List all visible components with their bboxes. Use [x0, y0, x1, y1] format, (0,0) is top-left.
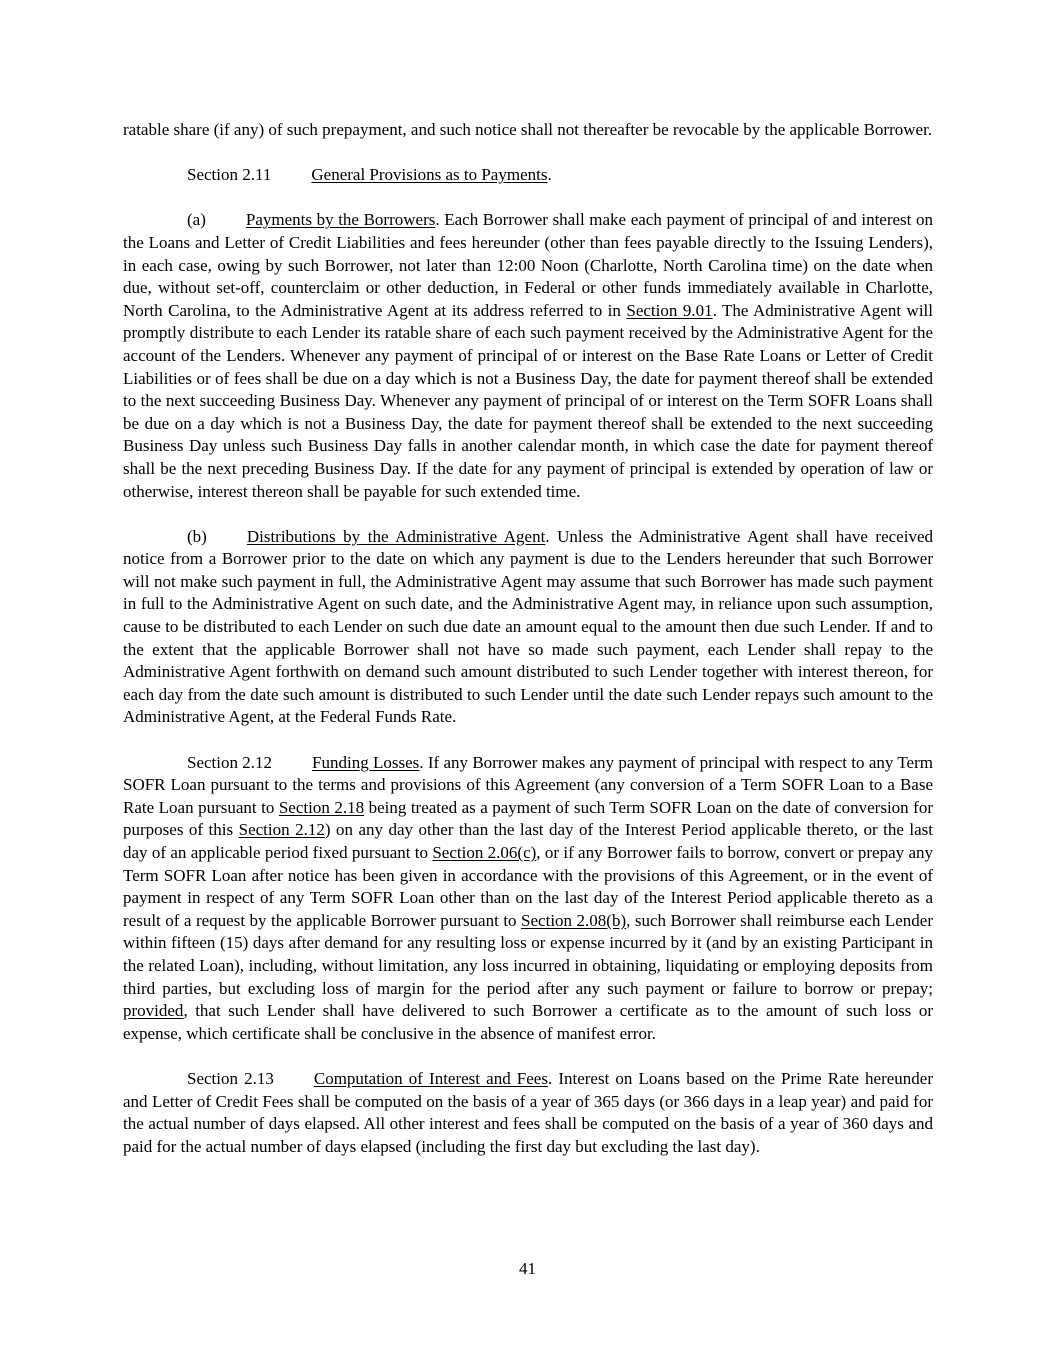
text-run: Section 2.11 — [187, 165, 272, 185]
text-run: ) on any day other than the last day of the Interest Period applicable thereto, or the last day of an applicable period fixed pursuant to — [123, 820, 933, 862]
section-2-11-heading — [123, 164, 933, 187]
text-run: . — [547, 165, 552, 185]
underlined-text: Section 2.18 — [278, 797, 365, 817]
text-run: , that such Lender shall have delivered to such Borrower a certificate as to the amount of such loss or expense, which certificate shall be conclusive in the absence of manifest error. — [123, 1001, 933, 1043]
paragraph-continuation — [123, 119, 933, 142]
text-run: . Each Borrower shall make each payment of principal of and interest on the Loans and Letter of Credit Liabilities and fees hereunder (other than fees payable directly to the Issuing Lenders), in each case, owing by such Borrower, not later than 12:00 Noon (Charlotte, North Carolina time) on the date when due, without set-off, counterclaim or other deduction, in Federal or other funds immediately available in Charlotte, North Carolina, to the Administrative Agent at its address referred to in — [123, 210, 933, 320]
text-run: . Interest on Loans based on the Prime Rate hereunder and Letter of Credit Fees shall be computed on the basis of a year of 365 days (or 366 days in a leap year) and paid for the actual number of days elapsed. All other interest and fees shall be computed on the basis of a year of 360 days and paid for the actual number of days elapsed (including the first day but excluding the last day). — [123, 1068, 933, 1156]
section-2-12-funding-losses — [123, 752, 933, 1046]
underlined-text: General Provisions as to Payments — [311, 165, 548, 185]
underlined-text: Payments by the Borrowers — [245, 210, 436, 230]
document-body — [123, 119, 933, 1181]
underlined-text: provided — [123, 1001, 184, 1021]
text-run: . Unless the Administrative Agent shall have received notice from a Borrower prior to the date on which any payment is due to the Lenders hereunder that such Borrower will not make such payment in full, the Administrative Agent may assume that such Borrower has made such payment in full to the Administrative Agent on such date, and the Administrative Agent may, in reliance upon such assumption, cause to be distributed to each Lender on such due date an amount equal to the amount then due such Lender. If and to the extent that the applicable Borrower shall not have so made such payment, each Lender shall repay to the Administrative Agent forthwith on demand such amount distributed to such Lender together with interest thereon, for each day from the date such amount is distributed to such Lender until the date such Lender repays such amount to the Administrative Agent, at the Federal Funds Rate. — [123, 526, 933, 727]
paragraph-b-distributions-by-the-administrative-agent — [123, 526, 933, 729]
text-run: Section 2.13 — [187, 1068, 274, 1088]
text-run: Section 2.12 — [187, 752, 273, 772]
text-run: being treated as a payment of such Term SOFR Loan on the date of conversion for purposes of this — [123, 797, 933, 840]
text-run: ratable share (if any) of such prepayment, and such notice shall not thereafter be revocable by the applicable Borrower. — [123, 120, 933, 139]
underlined-text: Section 2.12 — [238, 820, 325, 840]
text-run: , or if any Borrower fails to borrow, convert or prepay any Term SOFR Loan after notice has been given in accordance with the provisions of this Agreement, or in the event of payment in respect of any Term SOFR Loan other than on the last day of the Interest Period applicable thereto as a result of a request by the applicable Borrower pursuant to — [123, 843, 934, 930]
text-run: . The Administrative Agent will promptly distribute to each Lender its ratable share of each such payment received by the Administrative Agent for the account of the Lenders. Whenever any payment of principal of or interest on the Base Rate Loans or Letter of Credit Liabilities or of fees shall be due on a day which is not a Business Day, the date for payment thereof shall be extended to the next succeeding Business Day. Whenever any payment of principal of or interest on the Term SOFR Loans shall be due on a day which is not a Business Day, the date for payment thereof shall be extended to the next succeeding Business Day unless such Business Day falls in another calendar month, in which case the date for payment thereof shall be the next preceding Business Day. If the date for any payment of principal is extended by operation of law or otherwise, interest thereon shall be payable for such extended time. — [123, 300, 933, 501]
underlined-text: Computation of Interest and Fees — [313, 1068, 548, 1088]
underlined-text: Section 9.01 — [626, 300, 713, 320]
page-number: 41 — [519, 1259, 536, 1278]
text-run: (b) — [187, 526, 207, 546]
underlined-text: Section 2.08(b) — [521, 910, 627, 930]
paragraph-a-payments-by-the-borrowers — [123, 209, 933, 503]
underlined-text: Section 2.06(c) — [432, 843, 537, 862]
underlined-text: Distributions by the Administrative Agent — [246, 526, 546, 546]
text-run: (a) — [187, 210, 206, 230]
underlined-text: Funding Losses — [312, 752, 420, 772]
section-2-13-computation-of-interest-and-fees — [123, 1068, 933, 1158]
text-run: , such Borrower shall reimburse each Lender within fifteen (15) days after demand for any resulting loss or expense incurred by it (and by an existing Participant in the related Loan), including, without limitation, any loss incurred in obtaining, liquidating or employing deposits from third parties, but excluding loss of margin for the period after any such payment or failure to borrow or prepay; — [123, 910, 933, 998]
text-run: . If any Borrower makes any payment of principal with respect to any Term SOFR Loan pursuant to the terms and provisions of this Agreement (any conversion of a Term SOFR Loan to a Base Rate Loan pursuant to — [123, 752, 933, 817]
